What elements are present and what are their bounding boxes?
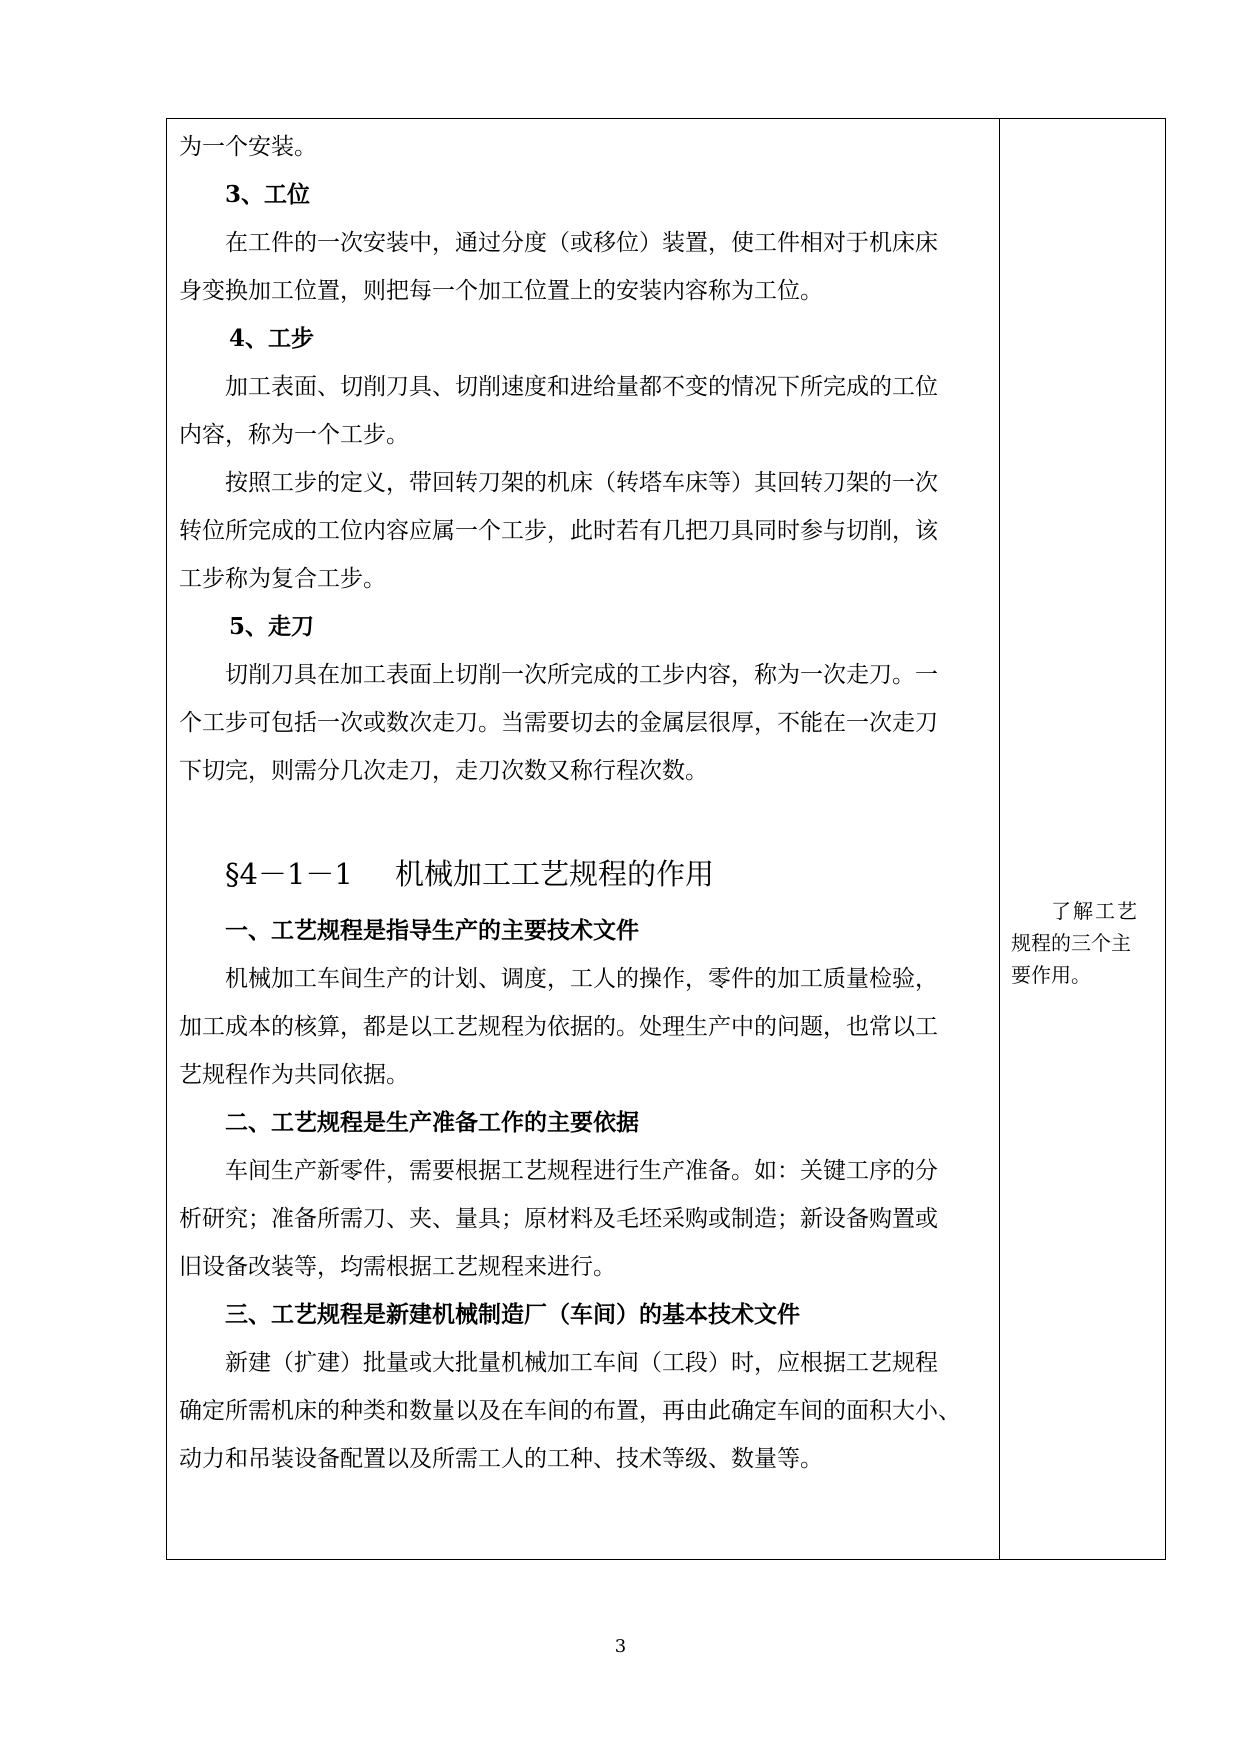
section-number: §4－1－1 <box>225 857 353 891</box>
point2-heading: 二、工艺规程是生产准备工作的主要依据 <box>225 1109 639 1136</box>
lesson-table <box>166 118 1166 1560</box>
item5-heading: 5、走刀 <box>229 613 315 640</box>
item3-heading: 3、工位 <box>225 181 311 208</box>
item5-line-3: 下切完，则需分几次走刀，走刀次数又称行程次数。 <box>179 758 708 784</box>
point1-line-1: 机械加工车间生产的计划、调度，工人的操作，零件的加工质量检验， <box>225 966 938 992</box>
continuation-text: 为一个安装。 <box>179 134 317 160</box>
content-column <box>179 123 991 1483</box>
item5-line-1: 切削刀具在加工表面上切削一次所完成的工步内容，称为一次走刀。一 <box>225 662 938 688</box>
item3-line-2: 身变换加工位置，则把每一个加工位置上的安装内容称为工位。 <box>179 278 823 304</box>
item4-heading: 4、工步 <box>229 325 315 352</box>
point1-heading: 一、工艺规程是指导生产的主要技术文件 <box>225 917 639 944</box>
side-note-line-3: 要作用。 <box>1011 963 1091 987</box>
point1-line-2: 加工成本的核算，都是以工艺规程为依据的。处理生产中的问题，也常以工 <box>179 1014 938 1040</box>
point3-line-1: 新建（扩建）批量或大批量机械加工车间（工段）时，应根据工艺规程 <box>225 1350 938 1376</box>
item4-p2-line-2: 转位所完成的工位内容应属一个工步，此时若有几把刀具同时参与切削，该 <box>179 518 938 544</box>
item3-line-1: 在工件的一次安装中，通过分度（或移位）装置，使工件相对于机床床 <box>225 230 938 256</box>
item4-p1-line-2: 内容，称为一个工步。 <box>179 422 409 448</box>
point2-line-3: 旧设备改装等，均需根据工艺规程来进行。 <box>179 1254 616 1280</box>
column-divider <box>999 119 1000 1559</box>
section-title <box>179 845 991 903</box>
point3-line-3: 动力和吊装设备配置以及所需工人的工种、技术等级、数量等。 <box>179 1446 823 1472</box>
point1-line-3: 艺规程作为共同依据。 <box>179 1062 409 1088</box>
side-note-line-2: 规程的三个主 <box>1011 931 1131 955</box>
item4-p2-line-3: 工步称为复合工步。 <box>179 566 386 592</box>
point3-heading: 三、工艺规程是新建机械制造厂（车间）的基本技术文件 <box>225 1301 800 1328</box>
item5-line-2: 个工步可包括一次或数次走刀。当需要切去的金属层很厚，不能在一次走刀 <box>179 710 938 736</box>
item4-p1-line-1: 加工表面、切削刀具、切削速度和进给量都不变的情况下所完成的工位 <box>225 374 938 400</box>
point3-line-2: 确定所需机床的种类和数量以及在车间的布置，再由此确定车间的面积大小、 <box>179 1398 961 1424</box>
item4-p2-line-1: 按照工步的定义，带回转刀架的机床（转塔车床等）其回转刀架的一次 <box>225 470 938 496</box>
point2-line-2: 析研究；准备所需刀、夹、量具；原材料及毛坯采购或制造；新设备购置或 <box>179 1206 938 1232</box>
page-number: 3 <box>614 1636 627 1657</box>
point2-line-1: 车间生产新零件，需要根据工艺规程进行生产准备。如：关键工序的分 <box>225 1158 938 1184</box>
side-note-line-1: 了解工艺 <box>1051 899 1139 923</box>
side-note <box>1011 895 1157 991</box>
section-title-text: 机械加工工艺规程的作用 <box>395 857 715 891</box>
